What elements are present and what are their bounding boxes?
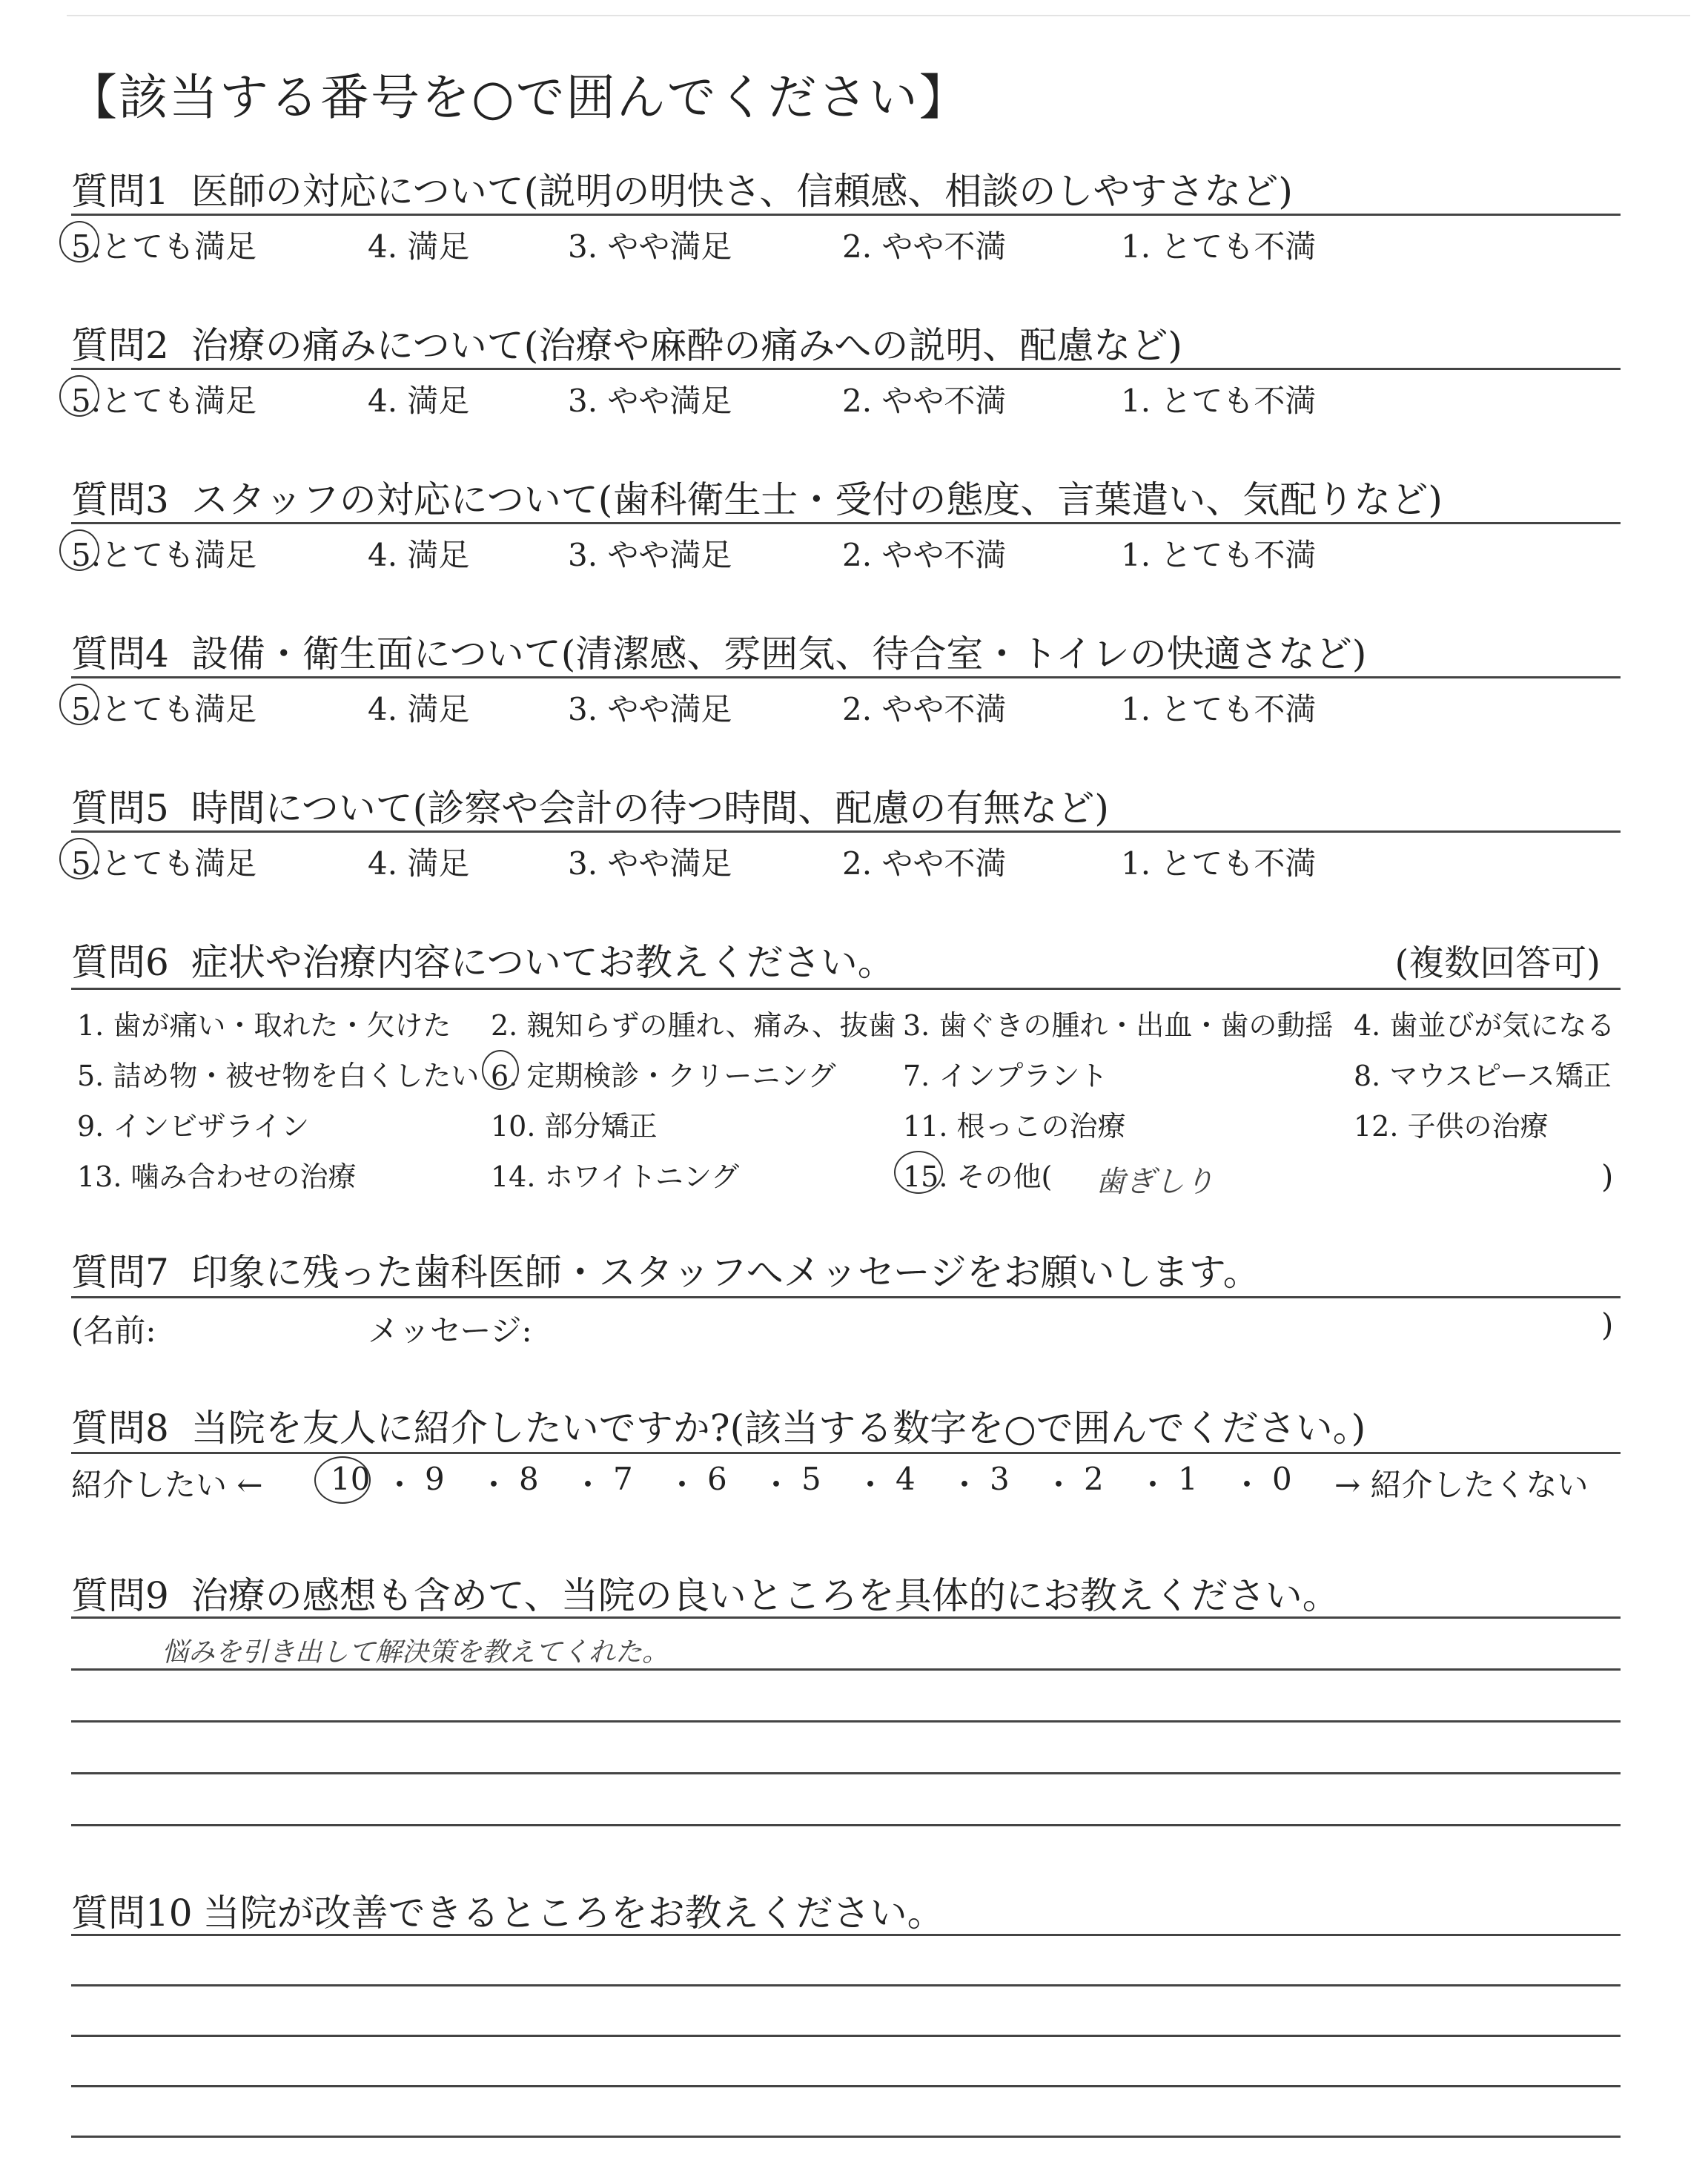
q6-option-7[interactable]: 7. インプラント — [903, 1060, 1108, 1092]
q8-scale-6[interactable]: 6 — [707, 1461, 727, 1497]
q4-number: 質問4 — [71, 633, 169, 676]
q5-title — [71, 779, 1109, 832]
survey-header: 【該当する番号を○で囲んでください】 — [68, 69, 970, 126]
q3-rule — [71, 522, 1621, 524]
q5-option-2[interactable]: 2. やや不満 — [842, 845, 1007, 882]
q6-option-15[interactable]: 15. その他( — [903, 1160, 1053, 1193]
q6-option-11[interactable]: 11. 根っこの治療 — [903, 1110, 1126, 1143]
q8-scale-10[interactable]: 10 — [331, 1461, 371, 1497]
q1-option-1[interactable]: 1. とても不満 — [1121, 228, 1317, 265]
q8-number: 質問8 — [71, 1407, 169, 1450]
q4-text: 設備・衛生面について(清潔感、雰囲気、待合室・トイレの快適さなど) — [191, 633, 1367, 676]
q8-title — [71, 1398, 1366, 1452]
q8-scale-separator: ・ — [1231, 1467, 1263, 1503]
q10-line-4 — [71, 2085, 1621, 2087]
q4-option-3[interactable]: 3. やや満足 — [568, 691, 732, 727]
q6-option-10[interactable]: 10. 部分矯正 — [491, 1110, 658, 1143]
q9-line-4 — [71, 1772, 1621, 1774]
q6-option-14[interactable]: 14. ホワイトニング — [491, 1160, 740, 1193]
q1-selected-circle — [59, 221, 99, 262]
q6-number: 質問6 — [71, 941, 169, 984]
q8-scale-separator: ・ — [478, 1467, 510, 1503]
q8-text: 当院を友人に紹介したいですか?(該当する数字を○で囲んでください。) — [191, 1407, 1366, 1450]
q8-left-label: 紹介したい ← — [71, 1467, 263, 1503]
q8-scale-separator: ・ — [572, 1467, 604, 1503]
q5-selected-circle — [59, 838, 99, 879]
q5-rule — [71, 830, 1621, 833]
q8-scale-1[interactable]: 1 — [1178, 1461, 1198, 1497]
q6-option-13[interactable]: 13. 噛み合わせの治療 — [77, 1160, 357, 1193]
q6-other-handwritten: 歯ぎしり — [1096, 1165, 1214, 1199]
q6-rule — [71, 988, 1621, 990]
q4-rule — [71, 676, 1621, 678]
q9-number: 質問9 — [71, 1574, 169, 1617]
q6-text: 症状や治療内容についてお教えください。 — [191, 941, 895, 984]
q8-scale-8[interactable]: 8 — [519, 1461, 539, 1497]
q4-option-2[interactable]: 2. やや不満 — [842, 691, 1007, 727]
q9-line-5 — [71, 1824, 1621, 1826]
q10-number: 質問10 — [71, 1892, 193, 1935]
q9-handwritten-answer: 悩みを引き出して解決策を教えてくれた。 — [162, 1637, 669, 1668]
q1-text: 医師の対応について(説明の明快さ、信頼感、相談のしやすさなど) — [191, 170, 1293, 213]
q3-text: スタッフの対応について(歯科衛生士・受付の態度、言葉遣い、気配りなど) — [191, 478, 1443, 521]
q4-selected-circle — [59, 684, 99, 725]
q7-close-paren: ) — [1601, 1307, 1614, 1343]
q5-option-3[interactable]: 3. やや満足 — [568, 845, 732, 882]
q8-scale-separator: ・ — [1043, 1467, 1075, 1503]
q9-line-2 — [71, 1668, 1621, 1671]
q2-option-4[interactable]: 4. 満足 — [368, 383, 470, 419]
q3-number: 質問3 — [71, 478, 169, 521]
q10-line-1 — [71, 1934, 1621, 1936]
q6-option-12[interactable]: 12. 子供の治療 — [1354, 1110, 1549, 1143]
q5-option-1[interactable]: 1. とても不満 — [1121, 845, 1317, 882]
q3-title — [71, 470, 1443, 524]
q5-number: 質問5 — [71, 787, 169, 830]
q6-option-5[interactable]: 5. 詰め物・被せ物を白くしたい — [77, 1060, 480, 1092]
q10-line-3 — [71, 2035, 1621, 2037]
q1-option-5[interactable]: 5.とても満足 — [71, 228, 257, 265]
q3-option-1[interactable]: 1. とても不満 — [1121, 537, 1317, 573]
q8-scale-0[interactable]: 0 — [1272, 1461, 1292, 1497]
q8-rule — [71, 1452, 1621, 1454]
q6-multiple-note: (複数回答可) — [1394, 942, 1601, 984]
q1-number: 質問1 — [71, 170, 169, 213]
q8-scale-separator: ・ — [384, 1467, 416, 1503]
q2-number: 質問2 — [71, 324, 169, 367]
q9-title — [71, 1566, 1340, 1619]
q4-option-5[interactable]: 5.とても満足 — [71, 691, 257, 727]
q8-selected-circle — [314, 1456, 371, 1504]
q1-rule — [71, 214, 1621, 216]
q6-option-2[interactable]: 2. 親知らずの腫れ、痛み、抜歯 — [491, 1009, 896, 1042]
q4-title — [71, 624, 1366, 678]
q5-text: 時間について(診察や会計の待つ時間、配慮の有無など) — [191, 787, 1109, 830]
q8-scale-5[interactable]: 5 — [801, 1461, 821, 1497]
q6-option-8[interactable]: 8. マウスピース矯正 — [1354, 1060, 1612, 1092]
q1-option-3[interactable]: 3. やや満足 — [568, 228, 732, 265]
q7-message-label: メッセージ: — [368, 1312, 532, 1349]
q6-option-9[interactable]: 9. インビザライン — [77, 1110, 310, 1143]
q8-scale-4[interactable]: 4 — [896, 1461, 916, 1497]
q3-option-5[interactable]: 5.とても満足 — [71, 537, 257, 573]
q8-scale-3[interactable]: 3 — [990, 1461, 1010, 1497]
q8-scale-separator: ・ — [761, 1467, 792, 1503]
q6-option-6[interactable]: 6. 定期検診・クリーニング — [491, 1060, 836, 1092]
q3-selected-circle — [59, 529, 99, 571]
q7-name-label: (名前: — [71, 1312, 156, 1349]
q2-rule — [71, 368, 1621, 370]
q8-scale-2[interactable]: 2 — [1084, 1461, 1104, 1497]
q6-title — [71, 933, 895, 986]
q8-scale-separator: ・ — [666, 1467, 698, 1503]
q3-option-3[interactable]: 3. やや満足 — [568, 537, 732, 573]
q6-option-4[interactable]: 4. 歯並びが気になる — [1354, 1009, 1615, 1042]
q1-option-4[interactable]: 4. 満足 — [368, 228, 470, 265]
q7-rule — [71, 1296, 1621, 1298]
q6-option-3[interactable]: 3. 歯ぐきの腫れ・出血・歯の動揺 — [903, 1009, 1334, 1042]
q3-option-4[interactable]: 4. 満足 — [368, 537, 470, 573]
q2-text: 治療の痛みについて(治療や麻酔の痛みへの説明、配慮など) — [191, 324, 1182, 367]
q8-scale-separator: ・ — [949, 1467, 981, 1503]
q8-scale-separator: ・ — [1137, 1467, 1169, 1503]
q4-option-4[interactable]: 4. 満足 — [368, 691, 470, 727]
q2-option-3[interactable]: 3. やや満足 — [568, 383, 732, 419]
q8-scale-7[interactable]: 7 — [613, 1461, 633, 1497]
top-border — [67, 15, 1690, 16]
q1-option-2[interactable]: 2. やや不満 — [842, 228, 1007, 265]
q8-scale-separator: ・ — [855, 1467, 887, 1503]
q6-option-1[interactable]: 1. 歯が痛い・取れた・欠けた — [77, 1009, 451, 1042]
q6-selected-circle-6 — [482, 1050, 519, 1090]
q7-text: 印象に残った歯科医師・スタッフへメッセージをお願いします。 — [191, 1251, 1260, 1294]
q7-title — [71, 1243, 1260, 1296]
q10-line-5 — [71, 2136, 1621, 2138]
q5-option-4[interactable]: 4. 満足 — [368, 845, 470, 882]
q3-option-2[interactable]: 2. やや不満 — [842, 537, 1007, 573]
q10-line-2 — [71, 1984, 1621, 1986]
q2-title — [71, 316, 1182, 369]
q10-text: 当院が改善できるところをお教えください。 — [202, 1892, 944, 1935]
q8-scale-9[interactable]: 9 — [425, 1461, 445, 1497]
q4-option-1[interactable]: 1. とても不満 — [1121, 691, 1317, 727]
q10-title — [71, 1883, 944, 1937]
q9-text: 治療の感想も含めて、当院の良いところを具体的にお教えください。 — [191, 1574, 1340, 1617]
q6-selected-circle-15 — [894, 1151, 943, 1194]
q2-option-5[interactable]: 5.とても満足 — [71, 383, 257, 419]
q6-other-close-paren: ) — [1601, 1158, 1614, 1195]
q9-line-1 — [71, 1616, 1621, 1619]
q2-option-1[interactable]: 1. とても不満 — [1121, 383, 1317, 419]
q7-number: 質問7 — [71, 1251, 169, 1294]
q1-title — [71, 162, 1293, 215]
q8-right-label: → 紹介したくない — [1334, 1467, 1589, 1503]
q5-option-5[interactable]: 5.とても満足 — [71, 845, 257, 882]
q2-selected-circle — [59, 375, 99, 417]
q2-option-2[interactable]: 2. やや不満 — [842, 383, 1007, 419]
q9-line-3 — [71, 1720, 1621, 1723]
